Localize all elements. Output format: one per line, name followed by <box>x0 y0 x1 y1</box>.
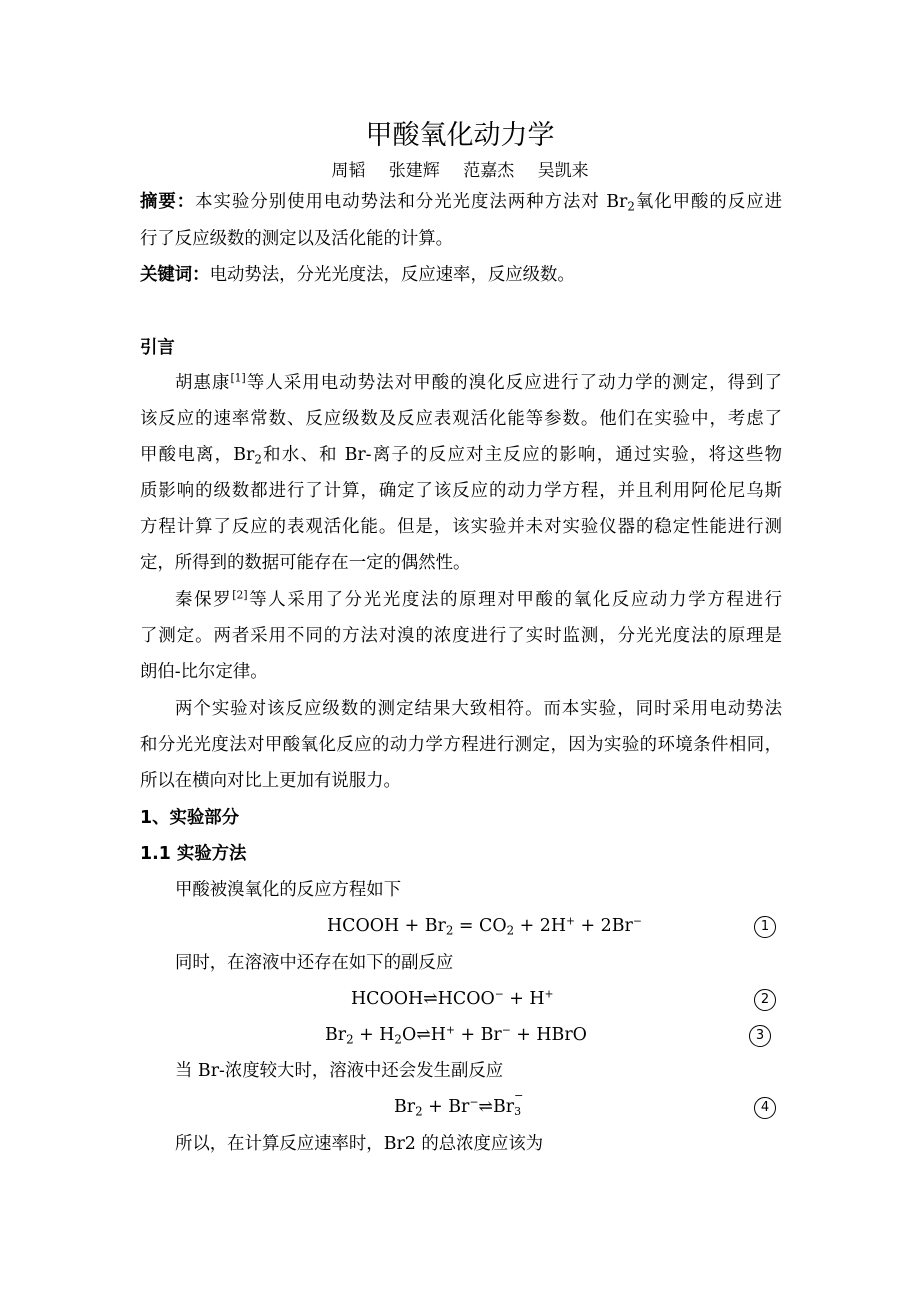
keywords-text: 电动势法，分光光度法，反应速率，反应级数。 <box>209 265 575 285</box>
equation-2: HCOOH⇌HCOO− + H+ <box>351 987 554 1009</box>
intro-p1-line-3: 甲酸电离，$Br_2$和水、和 Br-离子的反应对主反应的影响，通过实验，将这些物 <box>140 445 782 467</box>
intro-p1-line-2: 该反应的速率常数、反应级数及反应表观活化能等参数。他们在实验中，考虑了 <box>140 409 782 429</box>
method-lead-2: 同时，在溶液中还存在如下的副反应 <box>175 953 454 973</box>
intro-p2-line-2: 了测定。两者采用不同的方法对溴的浓度进行了实时监测，分光光度法的原理是 <box>140 626 782 646</box>
intro-p3-line-1: 两个实验对该反应级数的测定结果大致相符。而本实验，同时采用电动势法 <box>175 699 782 719</box>
intro-p1-line-4: 质影响的级数都进行了计算，确定了该反应的动力学方程，并且利用阿伦尼乌斯 <box>140 481 782 501</box>
abstract-line-2: 行了反应级数的测定以及活化能的计算。 <box>140 229 454 249</box>
intro-p3-line-3: 所以在横向对比上更加有说服力。 <box>140 771 401 791</box>
equation-1: HCOOH + $Br_2 = CO_2 + 2H^+ + 2Br^-$ <box>327 914 642 938</box>
abstract-line-1: 摘要：本实验分别使用电动势法和分光光度法两种方法对 $Br_2$氧化甲酸的反应进 <box>140 192 782 214</box>
paper-title: 甲酸氧化动力学 <box>365 120 555 151</box>
equation-4: $Br_2$ + Br−⇌Br − 3 <box>394 1089 524 1119</box>
section-1-heading: 1、实验部分 <box>140 808 240 828</box>
intro-p1-line-1: 胡惠康[1]等人采用电动势法对甲酸的溴化反应进行了动力学的测定，得到了 <box>175 371 782 393</box>
citation-ref-1: [1] <box>230 371 246 385</box>
abstract-label: 摘要： <box>140 192 196 212</box>
intro-p2-line-3: 朗伯-比尔定律。 <box>140 662 268 682</box>
paper-authors: 周韬 张建辉 范嘉杰 吴凯来 <box>331 161 589 181</box>
equation-3: $Br_2$ + $H_2O\rightleftharpoons H^+ + Br^-$ + HBrO <box>325 1023 587 1047</box>
equation-number-3: 3 <box>749 1025 771 1047</box>
intro-p1-line-5: 方程计算了反应的表观活化能。但是，该实验并未对实验仪器的稳定性能进行测 <box>140 517 782 537</box>
intro-heading: 引言 <box>140 338 175 358</box>
equation-number-2: 2 <box>754 989 776 1011</box>
method-lead-4: 所以，在计算反应速率时，Br2 的总浓度应该为 <box>175 1134 544 1154</box>
method-lead-1: 甲酸被溴氧化的反应方程如下 <box>175 880 402 900</box>
equation-number-4: 4 <box>754 1097 776 1119</box>
keywords-line <box>140 262 575 288</box>
citation-ref-2: [2] <box>232 588 248 602</box>
section-1-1-heading: 1.1 实验方法 <box>140 844 247 864</box>
method-lead-3: 当 Br-浓度较大时，溶液中还会发生副反应 <box>175 1061 504 1081</box>
intro-p1-line-6: 定，所得到的数据可能存在一定的偶然性。 <box>140 553 471 573</box>
intro-p3-line-2: 和分光光度法对甲酸氧化反应的动力学方程进行测定，因为实验的环境条件相同， <box>140 735 782 755</box>
keywords-label: 关键词： <box>140 265 210 285</box>
intro-p2-line-1: 秦保罗[2]等人采用了分光光度法的原理对甲酸的氧化反应动力学方程进行 <box>175 588 782 610</box>
equation-number-1: 1 <box>754 916 776 938</box>
